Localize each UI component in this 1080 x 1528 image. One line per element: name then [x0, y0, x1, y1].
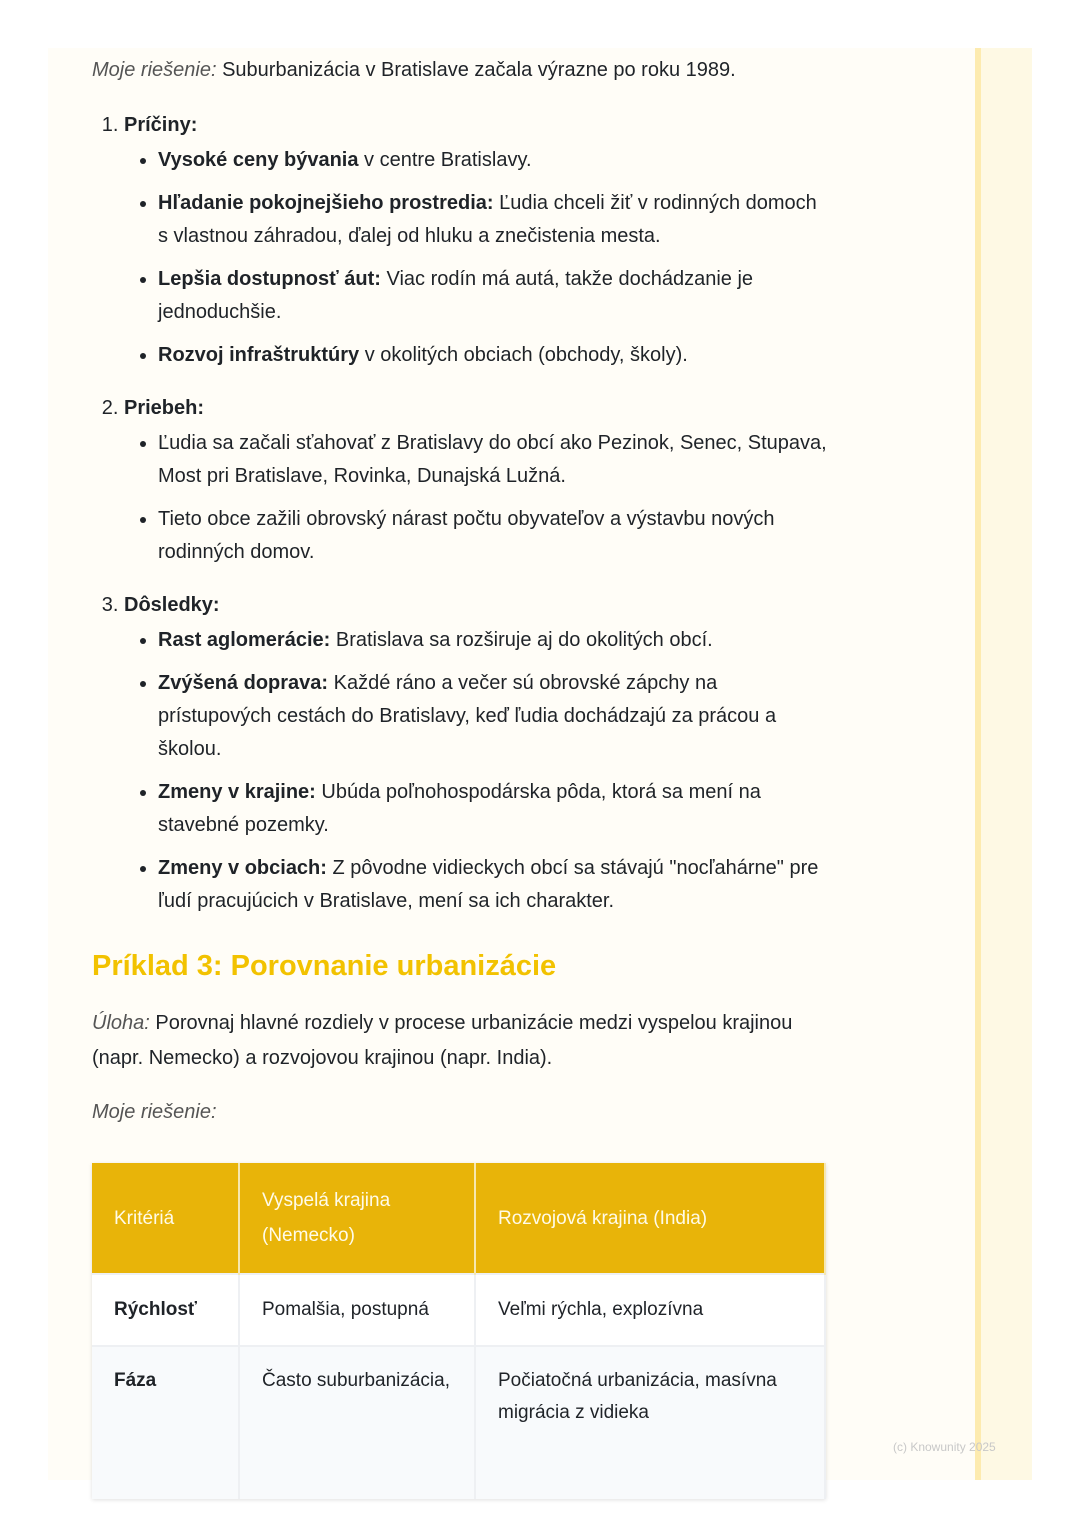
section-consequences — [124, 589, 832, 918]
table-row — [92, 1274, 825, 1346]
list-item — [158, 187, 832, 253]
table-cell: Pomalšia, postupná — [239, 1274, 475, 1346]
causes-list — [124, 144, 832, 372]
list-item — [158, 503, 832, 569]
list-item — [158, 776, 832, 842]
item-text: v centre Bratislavy. — [358, 149, 532, 171]
section-heading: Dôsledky: — [124, 594, 220, 616]
item-text: Tieto obce zažili obrovský nárast počtu obyvateľov a výstavbu nových rodinných domov. — [158, 508, 775, 563]
item-text: Ubúda poľnohospodárska pôda, ktorá sa mení na stavebné pozemky. — [158, 781, 761, 836]
header-developing: Rozvojová krajina (India) — [475, 1163, 825, 1274]
table-cell: Počiatočná urbanizácia, masívna migrácia z vidieka — [475, 1346, 825, 1499]
solution-label: Moje riešenie: — [92, 1101, 217, 1123]
table-cell: Rýchlosť — [92, 1274, 239, 1346]
intro-paragraph — [92, 54, 832, 87]
example3-title: Príklad 3: Porovnanie urbanizácie — [92, 950, 557, 982]
item-text: Ľudia sa začali sťahovať z Bratislavy do obcí ako Pezinok, Senec, Stupava, Most pri Bratislave, Rovinka, Dunajská Lužná. — [158, 432, 827, 487]
table-row — [92, 1346, 825, 1499]
table-cell: Veľmi rýchla, explozívna — [475, 1274, 825, 1346]
list-item — [158, 852, 832, 918]
item-bold: Zmeny v obciach: — [158, 857, 327, 879]
list-item — [158, 339, 832, 372]
table-header-row — [92, 1163, 825, 1274]
header-developed: Vyspelá krajina (Nemecko) — [239, 1163, 475, 1274]
watermark: (c) Knowunity 2025 — [893, 1440, 996, 1454]
comparison-table — [92, 1163, 826, 1499]
task-paragraph — [92, 1006, 832, 1076]
list-item — [158, 263, 832, 329]
section-process — [124, 392, 832, 569]
item-bold: Rozvoj infraštruktúry — [158, 344, 360, 366]
side-margin-line — [975, 48, 981, 1480]
item-text: v okolitých obciach (obchody, školy). — [359, 344, 688, 366]
list-item — [158, 427, 832, 493]
item-bold: Zvýšená doprava: — [158, 672, 329, 694]
solution-list — [92, 109, 832, 918]
side-margin-stripe — [975, 48, 1032, 1480]
section-heading: Priebeh: — [124, 397, 205, 419]
intro-label: Moje riešenie: — [92, 59, 217, 81]
task-text: Porovnaj hlavné rozdiely v procese urbanizácie medzi vyspelou krajinou (napr. Nemecko) a rozvojovou krajinou (napr. India). — [92, 1012, 793, 1069]
list-item — [158, 667, 832, 766]
item-bold: Lepšia dostupnosť áut: — [158, 268, 381, 290]
document-content — [92, 54, 832, 1499]
section-heading: Príčiny: — [124, 114, 198, 136]
item-text: Ľudia chceli žiť v rodinných domoch s vlastnou záhradou, ďalej od hluku a znečistenia mesta. — [158, 192, 817, 247]
table-cell: Fáza — [92, 1346, 239, 1499]
consequences-list — [124, 624, 832, 918]
item-bold: Zmeny v krajine: — [158, 781, 316, 803]
item-text: Bratislava sa rozširuje aj do okolitých obcí. — [330, 629, 713, 651]
item-bold: Rast aglomerácie: — [158, 629, 331, 651]
solution-label-paragraph — [92, 1096, 832, 1129]
intro-text: Suburbanizácia v Bratislave začala výrazne po roku 1989. — [216, 59, 736, 81]
list-item — [158, 144, 832, 177]
section-causes — [124, 109, 832, 372]
item-text: Každé ráno a večer sú obrovské zápchy na prístupových cestách do Bratislavy, keď ľudia dochádzajú za prácou a školou. — [158, 672, 777, 760]
item-text: Z pôvodne vidieckych obcí sa stávajú "nocľahárne" pre ľudí pracujúcich v Bratislave, mení sa ich charakter. — [158, 857, 819, 912]
task-label: Úloha: — [92, 1012, 150, 1034]
item-bold: Hľadanie pokojnejšieho prostredia: — [158, 192, 494, 214]
item-bold: Vysoké ceny bývania — [158, 149, 359, 171]
table-cell: Často suburbanizácia, — [239, 1346, 475, 1499]
process-list — [124, 427, 832, 569]
item-text: Viac rodín má autá, takže dochádzanie je jednoduchšie. — [158, 268, 754, 323]
header-criteria: Kritériá — [92, 1163, 239, 1274]
list-item — [158, 624, 832, 657]
